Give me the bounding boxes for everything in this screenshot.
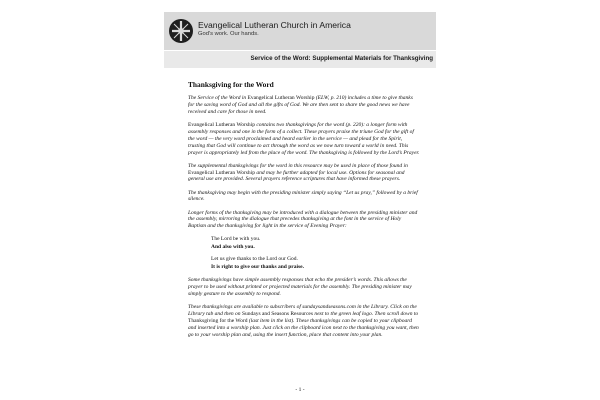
- document-title: Service of the Word: Supplemental Materials for Thanksgiving: [250, 55, 433, 62]
- text-run: (last item in the list). These thanksgivings can be copied to your clipboard and inserted into a worship plan. Just click on the clipboard icon next to the thanksgiving you want, then go to your worship plan and, using the insert function, place that content into your plan.: [188, 317, 419, 338]
- document-body: [188, 80, 420, 345]
- paragraph-4: The thanksgiving may begin with the presiding minister simply saying “Let us pray,” followed by a brief silence.: [188, 189, 418, 203]
- dialogue-leader-2: Let us give thanks to the Lord our God.: [211, 256, 298, 263]
- text-run: (ELW, p. 210) includes a time to give thanks for the saving word of God and all the gifts of God. We are then sent to share the good news we have received and care for those in need.: [188, 95, 413, 115]
- text-run: Evangelical Lutheran Worship: [247, 95, 315, 101]
- text-run: These thanksgivings are available to subscribers of sundaysandseasons.com in the Library. Click on the Library tab and then on: [188, 304, 417, 318]
- paragraph-5: Longer forms of the thanksgiving may be introduced with a dialogue between the presiding minister and the assembly, mirroring the dialogue that precedes thanksgiving at the font in the service of Holy Baptism and the thanksgiving for light in the service of Evening Prayer:: [188, 209, 418, 230]
- text-run: The Service of the Word in: [188, 95, 248, 101]
- dialogue-block: [188, 236, 420, 271]
- dialogue-leader-1: The Lord be with you.: [211, 236, 261, 243]
- paragraph-2: [188, 122, 420, 157]
- section-heading: Thanksgiving for the Word: [188, 80, 274, 89]
- text-run: Evangelical Lutheran Worship: [188, 169, 255, 176]
- text-run: The supplemental thanksgivings for the word in this resource may be used in place of those found in: [188, 162, 408, 169]
- text-run: and may be further adapted for local use. Options for seasonal and general use are provided. Several prayers reference scriptures that have informed these prayers.: [188, 169, 405, 183]
- elca-cross-logo-icon: [168, 18, 194, 44]
- page-header: [164, 12, 436, 50]
- text-run: Evangelical Lutheran Worship: [188, 121, 255, 128]
- paragraph-3: [188, 163, 420, 184]
- document-title-bar: [164, 51, 436, 68]
- text-run: next to the green leaf logo. Then scroll down to: [312, 311, 419, 318]
- paragraph-1: [188, 95, 420, 116]
- dialogue-response-2: It is right to give our thanks and praise.: [211, 264, 304, 271]
- dialogue-response-1: And also with you.: [211, 244, 255, 251]
- text-run: Sundays and Seasons Resources: [241, 311, 313, 318]
- paragraph-7: [188, 304, 420, 339]
- page-number: - 1 -: [295, 387, 305, 393]
- paragraph-6: Some thanksgivings have simple assembly responses that echo the presider’s words. This allows the prayer to be used without printed or projected materials for the assembly. The presiding minister may simply gesture to the assembly to respond.: [188, 277, 412, 298]
- org-tagline: God's work. Our hands.: [198, 31, 259, 37]
- org-name: Evangelical Lutheran Church in America: [198, 20, 351, 30]
- text-run: contains two thanksgivings for the word (p. 220): a longer form with assembly responses and one in the form of a collect. These prayers praise the triune God for the gift of the word — the very word proclaimed and heard earlier in the service — and plead for the Spirit, trusting that God will continue to act through the word as we now turn toward a world in need. This prayer is appropriately led from the place of the word. The thanksgiving is followed by the Lord’s Prayer.: [188, 121, 420, 156]
- text-run: Thanksgiving for the Word: [188, 317, 248, 324]
- document-page: [164, 12, 436, 396]
